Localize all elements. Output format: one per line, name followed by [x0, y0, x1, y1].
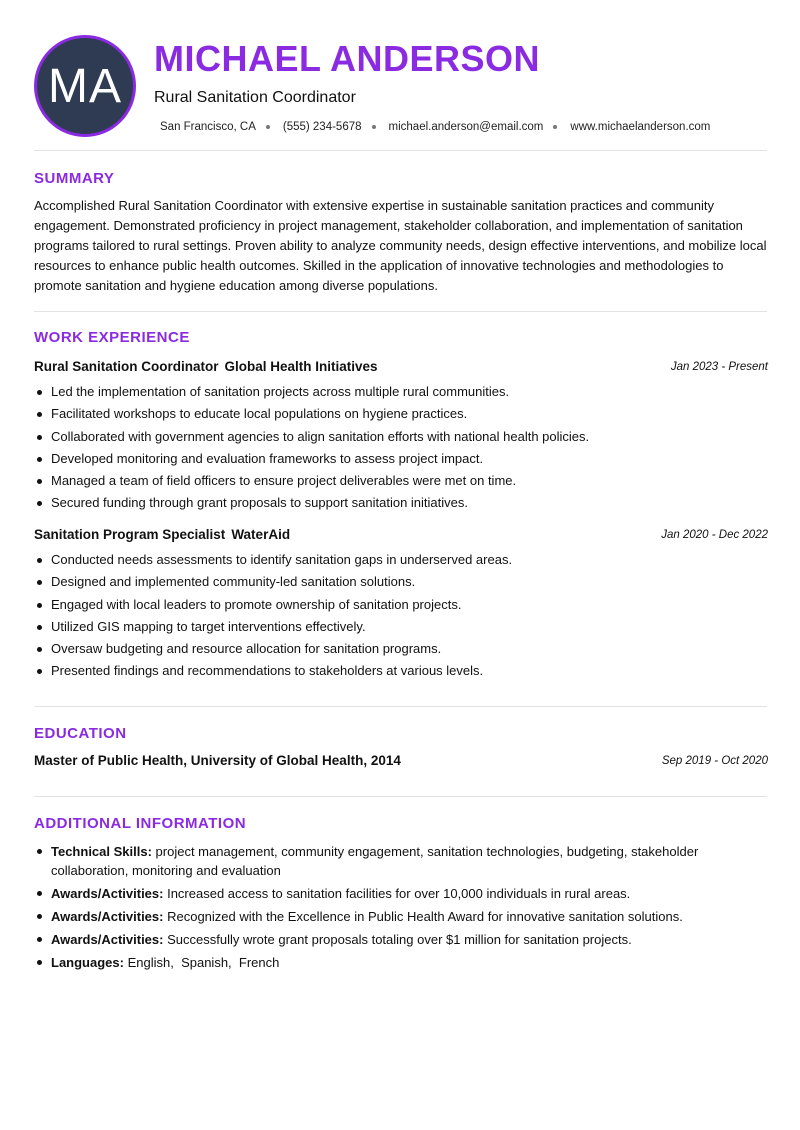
job-dates: Jan 2023 - Present: [670, 361, 768, 373]
info-text: Successfully wrote grant proposals totaling over $1 million for sanitation projects.: [167, 932, 632, 947]
info-label: Awards/Activities:: [51, 886, 164, 901]
info-text: English, Spanish, French: [127, 955, 280, 970]
summary-text: Accomplished Rural Sanitation Coordinator with extensive expertise in sustainable sanitation practices and community engagement. Demonstrated proficiency in project management, stakeholder collaboration, and implementation of sanitation programs tailored to rural settings. Proven ability to analyze community needs, design effective interventions, and mobilize local resources to enhance public health outcomes. Skilled in the application of innovative technologies and methodologies to promote sanitation and hygiene education among diverse populations.: [34, 198, 767, 293]
list-item: Developed monitoring and evaluation frameworks to assess project impact.: [34, 448, 768, 470]
education-entry: [34, 753, 768, 771]
job-company: WaterAid: [231, 527, 291, 542]
info-text: project management, community engagement, sanitation technologies, budgeting, stakeholder collaboration, monitoring and evaluation: [51, 844, 699, 878]
list-item: Facilitated workshops to educate local populations on hygiene practices.: [34, 403, 768, 425]
list-item: Collaborated with government agencies to align sanitation efforts with national health policies.: [34, 426, 768, 448]
separator-dot-icon: [372, 125, 376, 129]
section-divider: [34, 311, 767, 312]
education-dates: Sep 2019 - Oct 2020: [661, 755, 768, 767]
section-divider: [34, 150, 767, 151]
separator-dot-icon: [553, 125, 557, 129]
separator-dot-icon: [266, 125, 270, 129]
list-item: Secured funding through grant proposals to support sanitation initiatives.: [34, 492, 768, 514]
candidate-title: Rural Sanitation Coordinator: [154, 89, 356, 106]
list-item: [34, 953, 768, 972]
contact-phone: (555) 234-5678: [282, 121, 362, 133]
contact-location: San Francisco, CA: [160, 121, 256, 133]
list-item: [34, 884, 768, 903]
list-item: Engaged with local leaders to promote ownership of sanitation projects.: [34, 594, 768, 616]
info-label: Awards/Activities:: [51, 909, 164, 924]
job-role-line: [34, 359, 378, 374]
candidate-name: MICHAEL ANDERSON: [154, 38, 541, 79]
job-role: Rural Sanitation Coordinator: [34, 359, 219, 374]
job-dates: Jan 2020 - Dec 2022: [661, 529, 768, 541]
list-item: Led the implementation of sanitation projects across multiple rural communities.: [34, 381, 768, 403]
job-bullet-list: [34, 381, 768, 515]
experience-heading: WORK EXPERIENCE: [34, 329, 190, 346]
list-item: [34, 842, 768, 880]
job-role-line: [34, 527, 290, 542]
info-text: Recognized with the Excellence in Public Health Award for innovative sanitation solutions.: [167, 909, 683, 924]
additional-info-heading: ADDITIONAL INFORMATION: [34, 815, 247, 832]
info-text: Increased access to sanitation facilities for over 10,000 individuals in rural areas.: [167, 886, 631, 901]
contact-line: [160, 121, 710, 133]
job-header: [34, 527, 768, 545]
section-divider: [34, 706, 767, 707]
avatar: MA: [34, 35, 136, 137]
list-item: Presented findings and recommendations to stakeholders at various levels.: [34, 660, 768, 682]
resume-header: [0, 0, 800, 150]
info-label: Technical Skills:: [51, 844, 152, 859]
education-degree: Master of Public Health, University of Global Health, 2014: [34, 753, 401, 768]
education-heading: EDUCATION: [34, 725, 127, 742]
contact-email[interactable]: michael.anderson@email.com: [388, 121, 544, 133]
contact-website[interactable]: www.michaelanderson.com: [570, 121, 711, 133]
list-item: Conducted needs assessments to identify sanitation gaps in underserved areas.: [34, 549, 768, 571]
job-header: [34, 359, 768, 377]
list-item: Designed and implemented community-led sanitation solutions.: [34, 571, 768, 593]
job-bullet-list: [34, 549, 768, 683]
job-role: Sanitation Program Specialist: [34, 527, 226, 542]
additional-info-list: [34, 842, 768, 976]
list-item: [34, 907, 768, 926]
list-item: Oversaw budgeting and resource allocation for sanitation programs.: [34, 638, 768, 660]
section-divider: [34, 796, 767, 797]
list-item: [34, 930, 768, 949]
info-label: Awards/Activities:: [51, 932, 164, 947]
summary-heading: SUMMARY: [34, 170, 115, 187]
info-label: Languages:: [51, 955, 124, 970]
list-item: Utilized GIS mapping to target interventions effectively.: [34, 616, 768, 638]
list-item: Managed a team of field officers to ensure project deliverables were met on time.: [34, 470, 768, 492]
job-company: Global Health Initiatives: [224, 359, 378, 374]
